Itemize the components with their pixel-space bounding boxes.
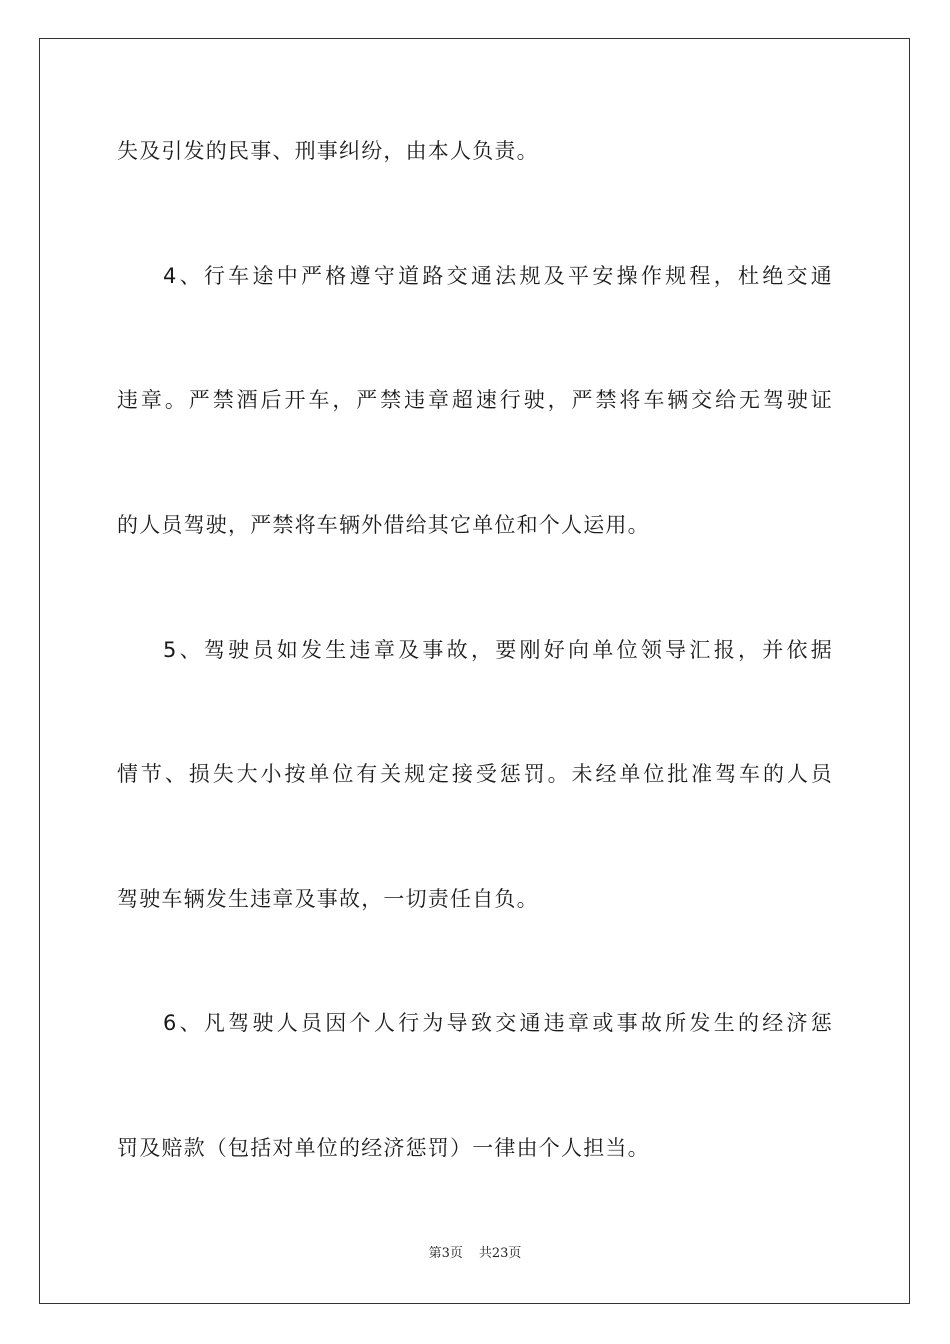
page-border bbox=[39, 38, 910, 1304]
page-total: 共23页 bbox=[478, 1246, 522, 1261]
paragraph-line-4: 的人员驾驶，严禁将车辆外借给其它单位和个人运用。 bbox=[117, 513, 650, 537]
paragraph-line-2: 4、行车途中严格遵守道路交通法规及平安操作规程，杜绝交通 bbox=[163, 264, 833, 288]
paragraph-line-9: 罚及赔款（包括对单位的经济惩罚）一律由个人担当。 bbox=[117, 1136, 650, 1160]
paragraph-line-8: 6、凡驾驶人员因个人行为导致交通违章或事故所发生的经济惩 bbox=[163, 1011, 833, 1035]
paragraph-line-3: 违章。严禁酒后开车，严禁违章超速行驶，严禁将车辆交给无驾驶证 bbox=[117, 388, 833, 412]
paragraph-line-7: 驾驶车辆发生违章及事故，一切责任自负。 bbox=[117, 887, 539, 911]
page-number: 第3页 bbox=[428, 1246, 463, 1261]
paragraph-line-6: 情节、损失大小按单位有关规定接受惩罚。未经单位批准驾车的人员 bbox=[117, 762, 833, 786]
paragraph-line-1: 失及引发的民事、刑事纠纷，由本人负责。 bbox=[117, 139, 539, 163]
page-footer bbox=[0, 1244, 950, 1264]
paragraph-line-5: 5、驾驶员如发生违章及事故，要刚好向单位领导汇报，并依据 bbox=[163, 638, 833, 662]
